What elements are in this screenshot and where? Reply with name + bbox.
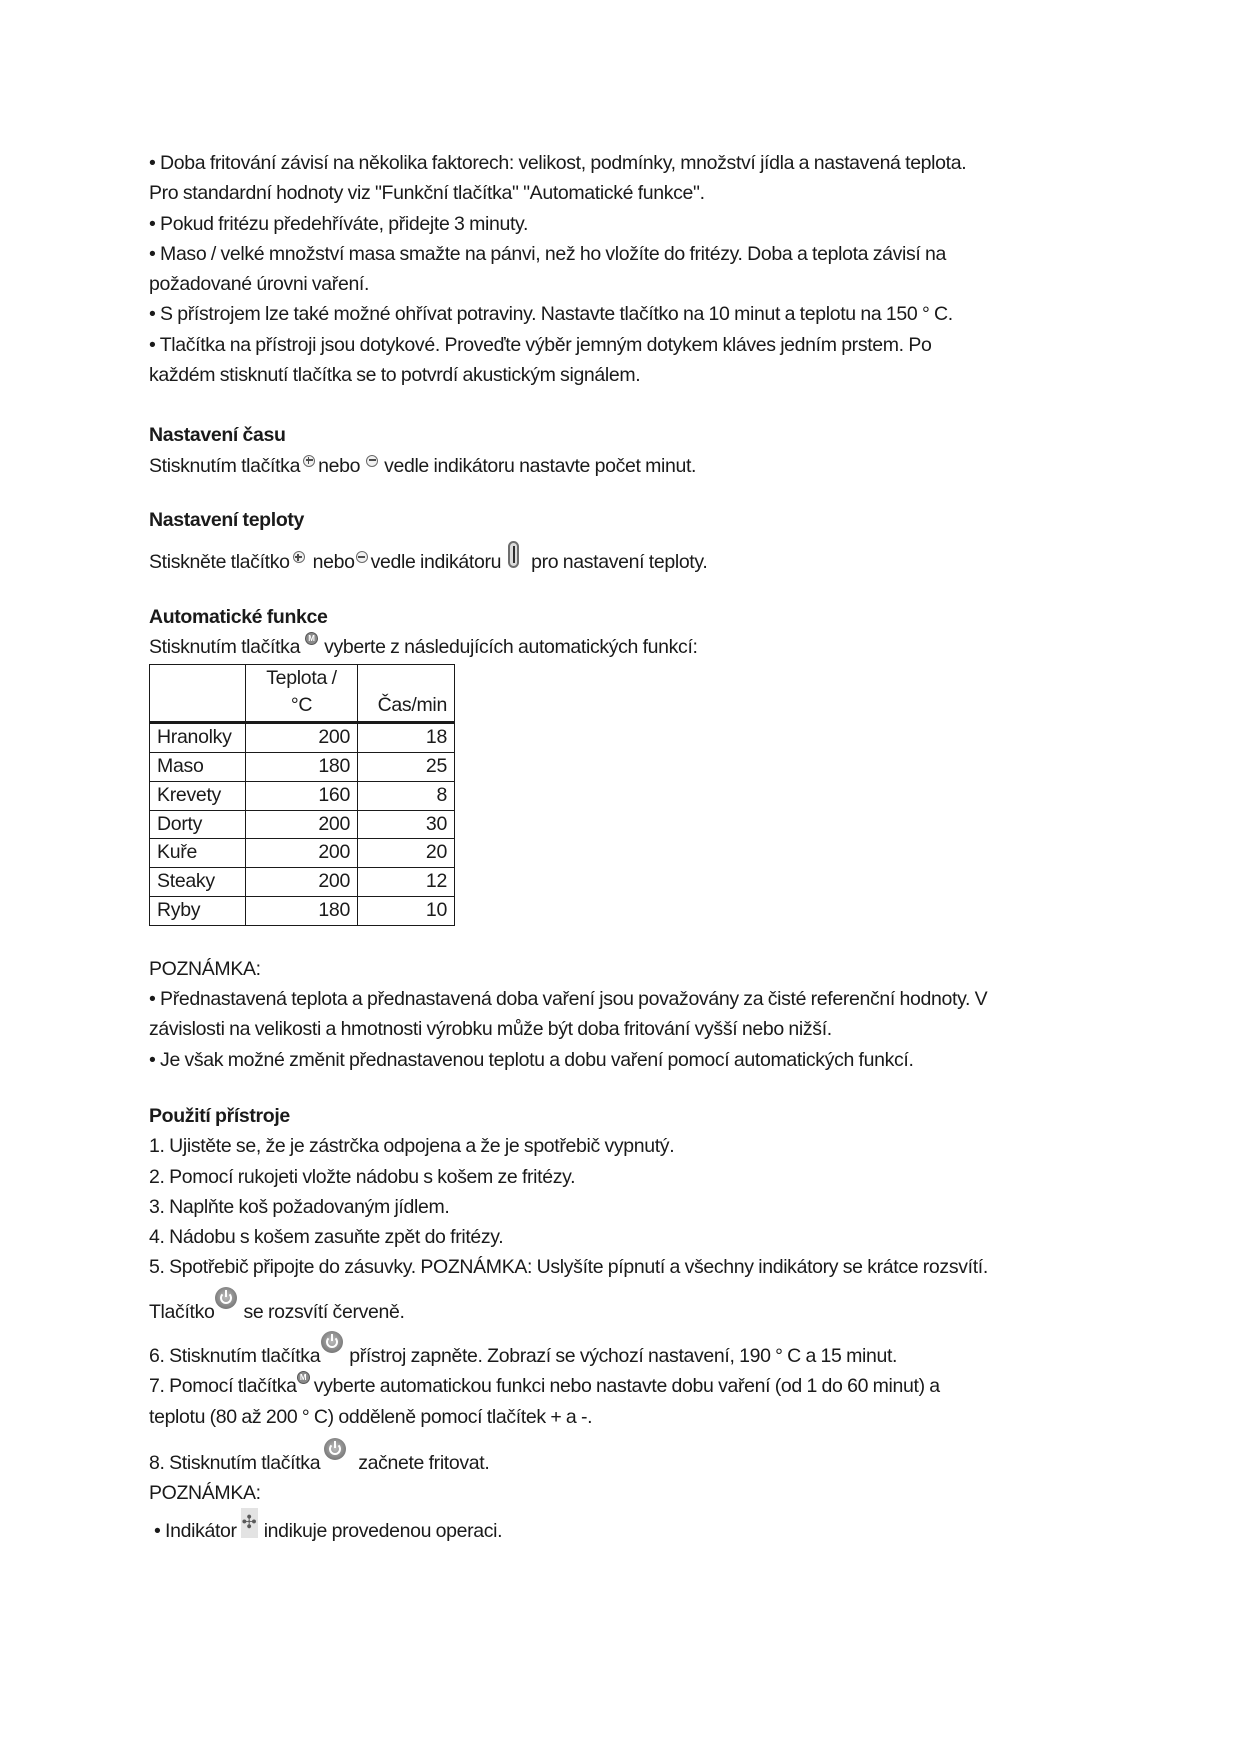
menu-m-button-icon: M	[305, 632, 318, 645]
auto-functions-text	[149, 632, 1109, 662]
usage-step: 2. Pomocí rukojeti vložte nádobu s košem ze fritézy.	[149, 1165, 576, 1188]
temp-setting-text-a: Stiskněte tlačítko	[149, 551, 290, 574]
fan-indicator-icon: ✣	[241, 1508, 258, 1538]
plus-button-icon	[303, 455, 315, 467]
cell-time: 10	[358, 896, 455, 925]
usage-step-8	[149, 1448, 1109, 1478]
cell-temperature: 180	[246, 896, 358, 925]
step8-text-a: 8. Stisknutím tlačítka	[149, 1451, 321, 1474]
header-time: Čas/min	[358, 665, 455, 723]
cell-food: Hranolky	[150, 723, 246, 753]
cell-time: 12	[358, 868, 455, 897]
step7-text-a: 7. Pomocí tlačítka	[149, 1375, 297, 1398]
cell-time: 18	[358, 723, 455, 753]
usage-section	[149, 1101, 1109, 1547]
step6-text-a: 6. Stisknutím tlačítka	[149, 1345, 321, 1367]
intro-line: • Doba fritování závisí na několika faktorech: velikost, podmínky, množství jídla a nastavená teplota.	[149, 152, 967, 174]
usage-note-text-b: indikuje provedenou operaci.	[263, 1520, 503, 1543]
document-page	[149, 148, 1109, 1547]
header-temperature-line1: Teplota /	[266, 667, 337, 690]
minus-button-icon	[356, 551, 368, 563]
table-row	[150, 868, 455, 897]
table-row	[150, 723, 455, 753]
usage-note-text-a: • Indikátor	[154, 1520, 237, 1543]
note-section	[149, 954, 1109, 1075]
temp-setting-text-d: pro nastavení teploty.	[531, 551, 708, 574]
temp-setting-text	[149, 547, 1109, 577]
usage-step: 4. Nádobu s košem zasuňte zpět do fritézy.	[149, 1226, 504, 1249]
step8-text-b: začnete fritovat.	[358, 1451, 490, 1474]
temp-setting-section	[149, 505, 1109, 578]
cell-food: Steaky	[150, 868, 246, 897]
cell-time: 25	[358, 752, 455, 781]
usage-step: 5. Spotřebič připojte do zásuvky. POZNÁMKA: Uslyšíte pípnutí a všechny indikátory se krátce rozsvítí.	[149, 1256, 988, 1279]
usage-step-7-cont: teplotu (80 až 200 ° C) odděleně pomocí tlačítek + a -.	[149, 1405, 593, 1428]
cell-food: Dorty	[150, 810, 246, 839]
note-label: POZNÁMKA:	[149, 957, 261, 980]
auto-functions-text-b: vyberte z následujících automatických funkcí:	[324, 635, 698, 658]
power-button-icon	[215, 1287, 237, 1309]
power-line-text-b: se rozsvítí červeně.	[243, 1300, 405, 1323]
usage-step-6	[149, 1341, 1109, 1371]
auto-functions-text-a: Stisknutím tlačítka	[149, 635, 301, 658]
intro-line: • Tlačítka na přístroji jsou dotykové. Proveďte výběr jemným dotykem kláves jedním prstem. Po	[149, 333, 932, 356]
cell-temperature: 200	[246, 723, 358, 753]
cell-food: Maso	[150, 752, 246, 781]
time-setting-heading: Nastavení času	[149, 424, 286, 447]
cell-time: 8	[358, 781, 455, 810]
note-line: • Přednastavená teplota a přednastavená doba vaření jsou považovány za čisté referenční hodnoty. V	[149, 988, 988, 1011]
table-row	[150, 781, 455, 810]
temp-setting-text-c: vedle indikátoru	[370, 551, 502, 574]
plus-button-icon	[293, 551, 305, 563]
menu-m-button-icon: M	[297, 1371, 310, 1384]
note-line: závislosti na velikosti a hmotnosti výrobku může být doba fritování vyšší nebo nižší.	[149, 1018, 832, 1041]
header-temperature	[246, 665, 358, 723]
auto-functions-heading: Automatické funkce	[149, 605, 328, 628]
table-row	[150, 896, 455, 925]
usage-step-7	[149, 1371, 1109, 1401]
table-row	[150, 810, 455, 839]
power-button-icon	[321, 1331, 343, 1353]
usage-note-line	[149, 1512, 1109, 1546]
header-food	[150, 665, 246, 723]
time-setting-text-c: vedle indikátoru nastavte počet minut.	[384, 454, 697, 477]
auto-functions-table	[149, 664, 455, 926]
cell-temperature: 200	[246, 839, 358, 868]
power-button-icon	[324, 1438, 346, 1460]
cell-temperature: 200	[246, 868, 358, 897]
usage-step: 3. Naplňte koš požadovaným jídlem.	[149, 1195, 450, 1218]
usage-note-label: POZNÁMKA:	[149, 1482, 261, 1505]
cell-food: Ryby	[150, 896, 246, 925]
time-setting-section	[149, 420, 1109, 481]
power-button-line	[149, 1297, 1109, 1327]
time-setting-text-a: Stisknutím tlačítka	[149, 454, 301, 477]
power-line-text-a: Tlačítko	[149, 1300, 215, 1323]
intro-line: každém stisknutí tlačítka se to potvrdí akustickým signálem.	[149, 364, 641, 387]
table-header-row	[150, 665, 455, 723]
step6-text-b: přístroj zapněte. Zobrazí se výchozí nastavení, 190 ° C a 15 minut.	[349, 1345, 898, 1367]
header-temperature-line2: °C	[290, 694, 313, 717]
intro-line: • Maso / velké množství masa smažte na pánvi, než ho vložíte do fritézy. Doba a teplota závisí na	[149, 242, 946, 265]
time-setting-text	[149, 451, 1109, 481]
time-setting-text-b: nebo	[318, 454, 361, 477]
cell-temperature: 180	[246, 752, 358, 781]
temp-setting-text-b: nebo	[312, 551, 355, 574]
cell-temperature: 160	[246, 781, 358, 810]
table-row	[150, 752, 455, 781]
usage-step: 1. Ujistěte se, že je zástrčka odpojena a že je spotřebič vypnutý.	[149, 1135, 675, 1158]
temp-setting-heading: Nastavení teploty	[149, 508, 305, 531]
intro-line: požadované úrovni vaření.	[149, 273, 370, 296]
usage-heading: Použití přístroje	[149, 1104, 290, 1127]
intro-line: • S přístrojem lze také možné ohřívat potraviny. Nastavte tlačítko na 10 minut a teplotu na 150 ° C.	[149, 303, 953, 326]
cell-food: Krevety	[150, 781, 246, 810]
intro-line: • Pokud fritézu předehříváte, přidejte 3 minuty.	[149, 212, 529, 235]
cell-time: 30	[358, 810, 455, 839]
auto-functions-section	[149, 602, 1109, 926]
cell-time: 20	[358, 839, 455, 868]
intro-section	[149, 148, 1109, 390]
table-row	[150, 839, 455, 868]
thermometer-icon	[508, 541, 519, 568]
intro-line: Pro standardní hodnoty viz "Funkční tlačítka" "Automatické funkce".	[149, 182, 705, 205]
note-line: • Je však možné změnit přednastavenou teplotu a dobu vaření pomocí automatických funkcí.	[149, 1048, 914, 1071]
step7-text-b: vyberte automatickou funkci nebo nastavte dobu vaření (od 1 do 60 minut) a	[313, 1375, 940, 1398]
cell-temperature: 200	[246, 810, 358, 839]
minus-button-icon	[366, 455, 378, 467]
cell-food: Kuře	[150, 839, 246, 868]
